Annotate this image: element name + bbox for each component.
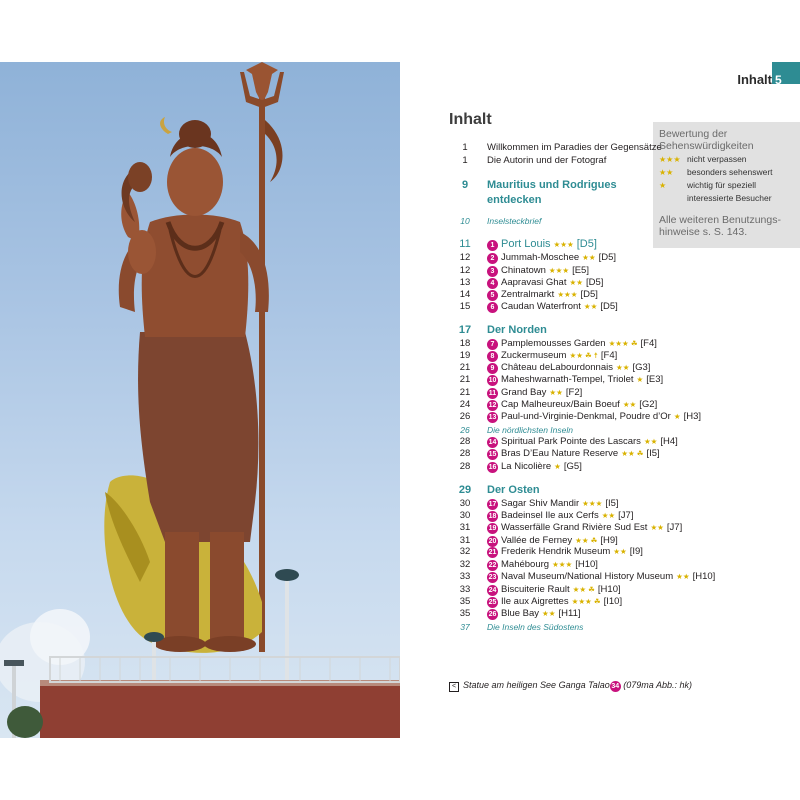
map-grid-ref: [F4] [640, 338, 657, 349]
star-icon: ★ [659, 181, 667, 190]
sight-number-badge: 13 [488, 414, 497, 421]
star-rating-icon: ★★ [615, 363, 630, 372]
toc-title-text: Château deLabourdonnais [501, 362, 613, 373]
toc-title-text: Bras D’Eau Nature Reserve [501, 448, 619, 459]
map-grid-ref: [G3] [632, 362, 651, 373]
sight-number-badge: 7 [487, 339, 498, 350]
toc-title-text: Der Norden [487, 324, 547, 336]
toc-page-number: 21 [459, 374, 471, 385]
toc-page-number: 12 [459, 252, 471, 263]
toc-title-text: Inselsteckbrief [487, 216, 542, 226]
toc-label [487, 238, 597, 251]
sight-number-badge: 15 [488, 451, 497, 458]
toc-title-text: Mauritius und Rodrigues [487, 179, 617, 191]
legend-text: nicht verpassen [687, 154, 747, 164]
legend-text: besonders sehenswert [687, 167, 773, 177]
toc-page-number: 18 [459, 338, 471, 349]
toc-title-text: Wasserfälle Grand Rivière Sud Est [501, 522, 648, 533]
toc-label [487, 424, 573, 436]
page-number: 5 [772, 62, 800, 84]
map-grid-ref: [D5] [598, 252, 617, 263]
toc-label [487, 559, 598, 571]
toc-label [487, 399, 657, 411]
toc-title-text: Die nördlichsten Inseln [487, 425, 573, 435]
arrow-left-icon: < [449, 682, 459, 692]
toc-label [487, 155, 606, 167]
toc-title: Inhalt [449, 111, 492, 128]
toc-title-text: Spiritual Park Pointe des Lascars [501, 436, 641, 447]
star-rating-icon: ★★ [622, 400, 637, 409]
toc-label [487, 571, 715, 583]
toc-page-number: 21 [459, 387, 471, 398]
star-rating-icon: ★★★ ☘ [608, 339, 638, 348]
map-grid-ref: [G2] [639, 399, 658, 410]
legend-row [659, 167, 773, 178]
legend-row [659, 154, 747, 165]
toc-page-number: 1 [462, 142, 468, 153]
legend-row [659, 180, 756, 191]
toc-page-number: 33 [459, 584, 471, 595]
sight-number-badge: 34 [611, 683, 620, 690]
toc-title-text: Chinatown [501, 265, 546, 276]
toc-page-number: 37 [460, 622, 470, 632]
toc-label [487, 374, 663, 386]
star-rating-icon: ★ [554, 462, 561, 471]
map-grid-ref: [H10] [597, 584, 621, 595]
caption-credit: (079ma Abb.: hk) [623, 680, 692, 690]
toc-label [487, 436, 678, 448]
toc-label [487, 411, 701, 423]
photo-caption [449, 680, 692, 692]
toc-page-number: 24 [459, 399, 471, 410]
sight-number-badge: 19 [488, 525, 497, 532]
toc-page-number: 31 [459, 535, 471, 546]
map-grid-ref: [I5] [605, 498, 619, 509]
toc-page-number: 33 [459, 571, 471, 582]
toc-label [487, 324, 547, 336]
star-rating-icon: ★★ [583, 302, 598, 311]
toc-title-text: Die Inseln des Südostens [487, 622, 584, 632]
toc-label [487, 215, 541, 227]
toc-title-text: Pamplemousses Garden [501, 338, 606, 349]
map-grid-ref: [I5] [646, 448, 660, 459]
sight-number-badge: 8 [487, 351, 498, 362]
toc-title-text: Zentralmarkt [501, 289, 555, 300]
toc-title-text: Biscuiterie Rault [501, 584, 570, 595]
toc-page-number: 29 [458, 484, 472, 496]
toc-page-number: 28 [459, 436, 471, 447]
map-grid-ref: [I9] [629, 546, 643, 557]
toc-page-number: 26 [460, 425, 470, 435]
map-grid-ref: [D5] [576, 238, 597, 250]
star-rating-icon: ★★ ☘ ☨ [569, 351, 598, 360]
toc-label [487, 546, 643, 558]
toc-page-number: 30 [459, 498, 471, 509]
map-grid-ref: [F4] [600, 350, 618, 361]
map-grid-ref: [D5] [580, 289, 598, 300]
toc-page-number: 17 [458, 324, 472, 336]
toc-label [487, 448, 660, 460]
star-rating-icon: ★★★ [557, 290, 578, 299]
toc-label [487, 522, 682, 534]
toc-label [487, 596, 622, 608]
toc-label [487, 265, 589, 277]
sight-number-badge: 23 [488, 574, 497, 581]
map-grid-ref: [H3] [683, 411, 702, 422]
toc-page-number: 11 [459, 238, 471, 250]
star-rating-icon: ★★★ [553, 240, 574, 249]
toc-label [487, 510, 633, 522]
map-grid-ref: [D5] [585, 277, 604, 288]
sight-number-badge: 16 [488, 464, 497, 471]
star-rating-icon: ★★ [569, 278, 583, 287]
toc-label [487, 608, 581, 620]
toc-title-text: Mahébourg [501, 559, 550, 570]
star-rating-icon: ★★ [650, 523, 664, 532]
toc-page-number: 14 [459, 289, 471, 300]
toc-title-text: Grand Bay [501, 387, 547, 398]
toc-title-text: entdecken [487, 194, 542, 206]
sight-number-badge: 26 [488, 611, 497, 618]
toc-page-number: 28 [459, 461, 471, 472]
legend-text: interessierte Besucher [687, 193, 772, 203]
toc-page-number: 19 [459, 350, 471, 361]
map-grid-ref: [H9] [600, 535, 618, 546]
caption-text: Statue am heiligen See Ganga Talao [463, 680, 610, 690]
sight-number-badge: 18 [488, 513, 497, 520]
sight-number-badge: 25 [488, 599, 497, 606]
toc-title-text: Jummah-Moschee [501, 252, 580, 263]
toc-page-number: 13 [459, 277, 471, 288]
toc-title-text: Ile aux Aigrettes [501, 596, 569, 607]
star-rating-icon: ★★ [582, 253, 596, 262]
star-icon: ★★★ [659, 155, 681, 164]
toc-title-text: La Nicolière [501, 461, 552, 472]
star-rating-icon: ★★ ☘ [575, 536, 598, 545]
toc-label [487, 584, 621, 596]
sight-number-badge: 10 [488, 377, 497, 384]
star-rating-icon: ★★ [613, 547, 627, 556]
toc-page-number: 1 [462, 155, 468, 166]
toc-title-text: Maheshwarnath-Tempel, Triolet [501, 374, 634, 385]
star-rating-icon: ★★★ [548, 266, 570, 275]
sight-number-badge: 9 [487, 363, 498, 374]
toc-label [487, 252, 616, 264]
sight-number-badge: 12 [488, 402, 497, 409]
toc-title-text: Willkommen im Paradies der Gegensätze [487, 142, 662, 153]
toc-page-number: 15 [459, 301, 471, 312]
map-grid-ref: [I10] [603, 596, 623, 607]
star-rating-icon: ★★ ☘ [621, 449, 644, 458]
map-grid-ref: [H10] [692, 571, 716, 582]
map-grid-ref: [E5] [572, 265, 589, 276]
sight-number-badge: 5 [487, 290, 498, 301]
toc-title-text: Der Osten [487, 484, 540, 496]
toc-page-number: 31 [459, 522, 471, 533]
sight-number-badge: 11 [488, 390, 497, 397]
toc-label [487, 387, 582, 399]
toc-label [487, 142, 662, 154]
star-rating-icon: ★ [636, 375, 644, 384]
sight-number-badge: 20 [488, 538, 497, 545]
star-rating-icon: ★ [673, 412, 681, 421]
toc-title-text: Aapravasi Ghat [501, 277, 567, 288]
toc-title-text: Frederik Hendrik Museum [501, 546, 611, 557]
toc-page-number: 32 [459, 559, 471, 570]
map-grid-ref: [F2] [565, 387, 583, 398]
toc-page-number: 26 [459, 411, 471, 422]
toc-label [487, 350, 617, 362]
toc-label [487, 362, 650, 374]
sight-number-badge: 14 [488, 439, 497, 446]
toc-title-text: Badeinsel Ile aux Cerfs [501, 510, 599, 521]
toc-label [487, 461, 582, 473]
star-rating-icon: ★★★ [582, 499, 603, 508]
star-rating-icon: ★★ [542, 609, 556, 618]
toc-title-text: Naval Museum/National History Museum [501, 571, 674, 582]
toc-label [487, 277, 603, 289]
sight-number-badge: 3 [487, 266, 498, 277]
toc-page-number: 10 [460, 216, 470, 226]
star-rating-icon: ★★ [549, 388, 563, 397]
toc-title-text: Blue Bay [501, 608, 540, 619]
sight-number-badge: 22 [488, 562, 497, 569]
star-icon: ★★ [659, 168, 674, 177]
map-grid-ref: [J7] [618, 510, 634, 521]
toc-label [487, 301, 618, 313]
toc-page-number: 28 [459, 448, 471, 459]
map-grid-ref: [H11] [558, 608, 581, 619]
sight-number-badge: 24 [488, 587, 497, 594]
star-rating-icon: ★★★ [552, 560, 573, 569]
sight-number-badge: 6 [487, 302, 498, 313]
running-head: Inhalt [737, 72, 772, 87]
toc-label [487, 338, 657, 350]
toc-page-number: 9 [461, 179, 469, 191]
legend-note: Alle weiteren Benutzungs-hinweise s. S. 143. [659, 214, 781, 238]
star-rating-icon: ★★ [601, 511, 616, 520]
toc-label [487, 289, 598, 301]
star-rating-icon: ★★ [676, 572, 690, 581]
toc-label [487, 194, 541, 206]
toc-title-text: Sagar Shiv Mandir [501, 498, 580, 509]
toc-title-text: Cap Malheureux/Bain Boeuf [501, 399, 620, 410]
map-grid-ref: [G5] [563, 461, 582, 472]
legend-title: Bewertung der Sehenswürdigkeiten [659, 128, 754, 152]
sight-number-badge: 21 [488, 549, 497, 556]
toc-page-number: 32 [459, 546, 471, 557]
toc-label [487, 621, 583, 633]
toc-title-text: Paul-und-Virginie-Denkmal, Poudre d’Or [501, 411, 671, 422]
toc-label [487, 498, 619, 510]
toc-title-text: Caudan Waterfront [501, 301, 581, 312]
sight-number-badge: 17 [488, 501, 497, 508]
rating-legend [653, 122, 800, 248]
legend-row [659, 193, 772, 204]
sight-number-badge: 4 [487, 278, 498, 289]
star-rating-icon: ★★ [643, 437, 658, 446]
sight-number-badge: 2 [487, 253, 498, 264]
toc-page-number: 12 [459, 265, 471, 276]
map-grid-ref: [D5] [600, 301, 618, 312]
toc-title-text: Zuckermuseum [501, 350, 567, 361]
toc-page-number: 35 [459, 608, 471, 619]
toc-title-text: Port Louis [501, 238, 551, 250]
star-rating-icon: ★★ ☘ [572, 585, 595, 594]
star-rating-icon: ★★★ ☘ [571, 597, 601, 606]
map-grid-ref: [H10] [575, 559, 598, 570]
map-grid-ref: [H4] [660, 436, 678, 447]
legend-text: wichtig für speziell [687, 180, 756, 190]
sight-number-badge: 1 [487, 240, 498, 251]
map-grid-ref: [E3] [646, 374, 664, 385]
statue-illustration [0, 62, 400, 738]
statue-photo [0, 62, 400, 738]
map-grid-ref: [J7] [666, 522, 683, 533]
toc-page-number: 21 [459, 362, 471, 373]
toc-title-text: Vallée de Ferney [501, 535, 573, 546]
toc-page-number: 30 [459, 510, 471, 521]
toc-page-number: 35 [459, 596, 471, 607]
toc-label [487, 484, 540, 496]
toc-title-text: Die Autorin und der Fotograf [487, 155, 607, 166]
toc-label [487, 179, 617, 191]
